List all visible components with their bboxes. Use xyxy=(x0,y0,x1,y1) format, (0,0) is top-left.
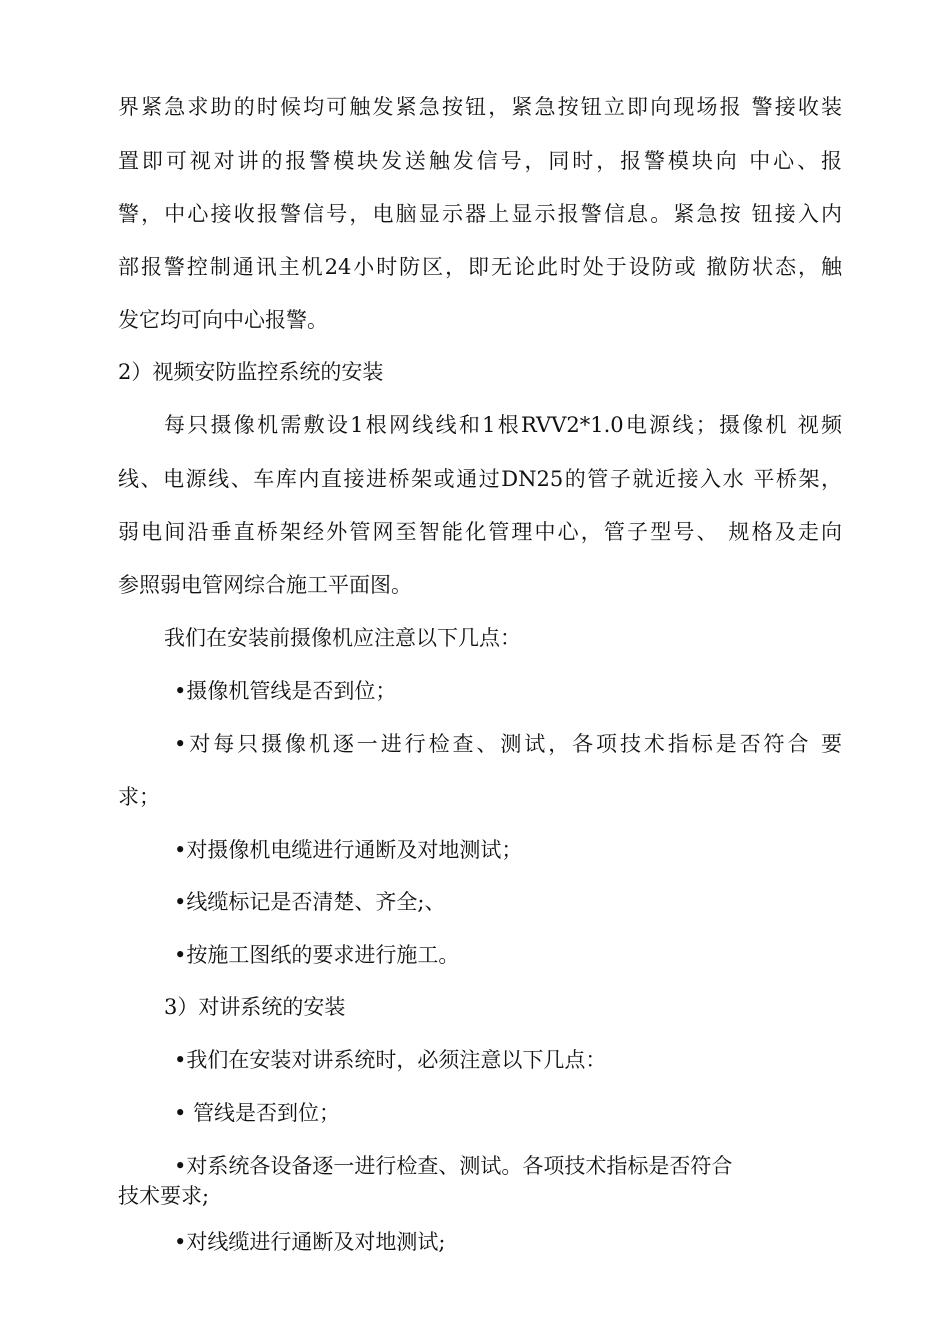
bullet-item: •对线缆进行通断及对地测试; xyxy=(174,1230,446,1254)
body-text-line: 求； xyxy=(118,785,160,809)
body-text-line: 界紧急求助的时候均可触发紧急按钮，紧急按钮立即向现场报 警接收装 xyxy=(118,95,842,119)
bullet-item: •我们在安装对讲系统时，必须注意以下几点： xyxy=(174,1048,607,1072)
section-heading: 2）视频安防监控系统的安装 xyxy=(118,360,384,384)
bullet-item: •对每只摄像机逐一进行检查、测试，各项技术指标是否符合 要 xyxy=(174,732,842,756)
bullet-item: •按施工图纸的要求进行施工。 xyxy=(174,943,460,967)
body-text-line: 弱电间沿垂直桥架经外管网至智能化管理中心，管子型号、 规格及走向 xyxy=(118,520,842,544)
body-text-line: 警，中心接收报警信号，电脑显示器上显示报警信息。紧急按 钮接入内 xyxy=(118,202,842,226)
bullet-item: •对摄像机电缆进行通断及对地测试； xyxy=(174,838,523,862)
bullet-item: •对系统各设备逐一进行检查、测试。各项技术指标是否符合 xyxy=(174,1154,733,1178)
paragraph-first-line: 我们在安装前摄像机应注意以下几点： xyxy=(164,626,521,650)
body-text-line: 参照弱电管网综合施工平面图。 xyxy=(118,573,412,597)
body-text-line: 发它均可向中心报警。 xyxy=(118,308,328,332)
bullet-item: •摄像机管线是否到位； xyxy=(174,679,397,703)
body-text-line: 置即可视对讲的报警模块发送触发信号，同时，报警模块向 中心、报 xyxy=(118,149,842,173)
body-text-line: 技术要求; xyxy=(118,1184,210,1208)
bullet-item: • 管线是否到位； xyxy=(174,1101,341,1125)
body-text-line: 线、电源线、车库内直接进桥架或通过DN25的管子就近接入水 平桥架， xyxy=(118,467,842,491)
section-heading: 3）对讲系统的安装 xyxy=(164,995,346,1019)
paragraph-first-line: 每只摄像机需敷设1根网线线和1根RVV2*1.0电源线；摄像机 视频 xyxy=(164,413,842,437)
body-text-line: 部报警控制通讯主机24小时防区，即无论此时处于设防或 撤防状态，触 xyxy=(118,255,842,279)
bullet-item: •线缆标记是否清楚、齐全;、 xyxy=(174,890,446,914)
